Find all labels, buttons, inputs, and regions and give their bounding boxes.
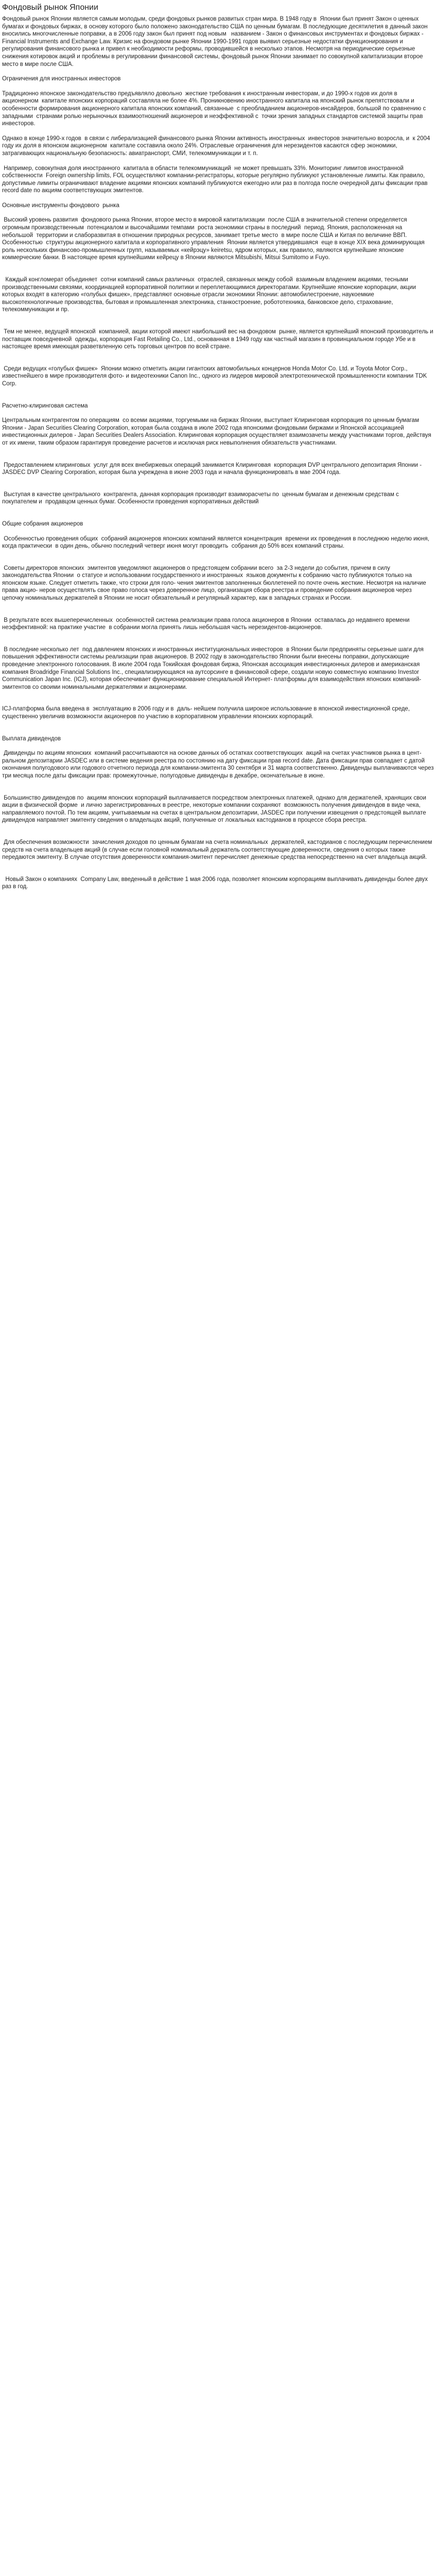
- paragraph: Например, совокупная доля иностранного капитала в области телекоммуникаций не может превышать 33%. Мониторинг лимитов иностранной собственности Foreign ownership limits, FOL осуществляют компании-регистраторы, которые регулярно публикуют установленные лимиты. Как правило, допустимые лимиты ограничивают владение акциями японских компаний публикуются ежегодно или раз в полгода после очередной даты фиксации прав record date по акциям соответствующих эмитентов.: [2, 165, 429, 194]
- section-heading-clearing-system: Расчетно-клиринговая система: [2, 402, 88, 409]
- spacer: [2, 632, 434, 646]
- paragraph: Тем не менее, ведущей японской компанией, акции которой имеют наибольший вес на фондовом рынке, является крупнейший японский производитель и поставщик повседневной одежды, корпорация Fast Retailing Co., Ltd., основанная в 1949 году как частный магазин в провинциальном городе Убе и в настоящее время имеющая разветвленную сеть торговых центров по всей стране.: [2, 329, 435, 350]
- spacer: [2, 477, 434, 491]
- section-heading-main-instruments: Основные инструменты фондового рынка: [2, 202, 119, 209]
- paragraph: Выступая в качестве центрального контрагента, данная корпорация производит взаиморасчеты по ценным бумагам и денежным средствам с покупателем и продавцом ценных бумаг. Особенности проведения корпоративных действий: [2, 491, 401, 505]
- spacer: [2, 314, 434, 328]
- spacer: [2, 410, 434, 417]
- section-heading-foreign-investor-restrictions: Ограничения для иностранных инвесторов: [2, 76, 121, 82]
- paragraph: Особенностью проведения общих собраний акционеров японских компаний является концентрация времени их проведения в последнюю неделю июня, когда практически в один день, обычно последний четверг июня могут проводить собрания до 50% всех компаний страны.: [2, 535, 431, 550]
- spacer: [2, 550, 434, 565]
- paragraph: Однако в конце 1990-х годов в связи с либерализацией финансового рынка Японии активность иностранных инвесторов значительно возросла, и к 2004 году их доля в японском акционерном капитале составила около 24%. Отраслевые ограничения для нерезидентов касаются сфер экономики, затрагивающих национальную безопасность: авиатранспорт, СМИ, телекоммуникации и т. п.: [2, 135, 432, 157]
- paragraph: В результате всех вышеперечисленных особенностей система реализации права голоса акционеров в Японии оставалась до недавнего времени неэффективной: на практике участие в собрании могла принять лишь небольшая часть нерезидентов-акционеров.: [2, 617, 411, 631]
- paragraph: Каждый конгломерат объединяет сотни компаний самых различных отраслей, связанных между собой взаимным владением акциями, тесными производственными связями, координацией корпоративной политики и переплетающимися директоратами. Крупнейшие японские корпорации, акции которых входят в категорию «голубых фишек», представляют основные отрасли экономики Японии: автомобилестроение, наукоемкие высокотехнологичные производства, бытовая и промышленная электроника, станкостроение, робототехника, банковское дело, страхование, телекоммуникации и пр.: [2, 277, 418, 313]
- spacer: [2, 780, 434, 794]
- paragraph: Предоставлением клиринговых услуг для всех внебиржевых операций занимается Клиринговая корпорация DVP центрального депозитария Японии -JASDEC DVP Clearing Corporation, которая была учреждена в июне 2003 года и начала функционировать в мае 2004 года.: [2, 462, 422, 476]
- spacer: [2, 209, 434, 216]
- paragraph: Советы директоров японских эмитентов уведомляют акционеров о предстоящем собрании всего за 2-3 недели до события, причем в силу законодательства Японии о статусе и использовании государственного и иностранных языков документы к собранию часто публикуются только на японском языке. Следует отметить также, что строки для голо- чения эмитентов заполненных бюллетеней по почте очень жесткие. Несмотря на наличие права акцио- неров осуществлять свое право голоса через доверенное лицо, организация сбора реестра и проведение собрания акционеров через цепочку номинальных держателей в Японии не носит обязательный и регулярный характер, как в западных странах и России.: [2, 565, 428, 602]
- spacer: [2, 447, 434, 462]
- document-page: [0, 0, 436, 891]
- paragraph: Высокий уровень развития фондового рынка Японии, второе место в мировой капитализации после США в значительной степени определяется огромным производственным потенциалом и высочайшими темпами роста экономики страны в последний период. Япония, расположенная на небольшой территории и слаборазвитая в отношении природных ресурсов, занимает третье место в мире после США и Китая по величине ВВП. Особенностью структуры акционерного капитала и корпоративного управления Японии является утвердившаяся еще в конце XIX века доминирующая роль нескольких финансово-промышленных групп, называемых «кейрэцу» keiretsu, ядром которых, как правило, являются крупнейшие японские коммерческие банки. В настоящее время крупнейшими кейрецу в Японии являются Mitsubishi, Mitsui Sumitomo и Fuyo.: [2, 217, 428, 261]
- spacer: [2, 824, 434, 839]
- spacer: [2, 388, 434, 402]
- paragraph: Дивиденды по акциям японских компаний рассчитываются на основе данных об остатках соответствующих акций на счетах участников рынка в цент- ральном депозитарии JASDEC или в системе ведения реестра по состоянию на дату фиксации прав record date. Дата фиксации прав совпадает с датой окончания полугодового или годового отчетного периода для компании-эмитента 30 сентября и 31 марта соответственно. Дивиденды выплачиваются через три месяца после даты фиксации прав: промежуточные, полугодовые дивиденды в декабре, окончательные в июне.: [2, 750, 435, 779]
- paragraph: ICJ-платформа была введена в эксплуатацию в 2006 году и в даль- нейшем получила широкое использование в японской инвестиционной среде, существенно увеличив возможности акционеров по участию в корпоративном управлении японских корпораций.: [2, 706, 412, 720]
- spacer: [2, 195, 434, 202]
- spacer: [2, 83, 434, 90]
- page-title: Фондовый рынок Японии: [2, 3, 98, 12]
- section-heading-shareholder-meetings: Общие собрания акционеров: [2, 520, 83, 527]
- spacer: [2, 602, 434, 617]
- spacer: [2, 158, 434, 165]
- spacer: [2, 691, 434, 705]
- spacer: [2, 528, 434, 535]
- paragraph: Большинство дивидендов по акциям японских корпораций выплачивается посредством электронных платежей, однако для держателей, хранящих свои акции в физической форме и лично зарегистрированных в реестре, некоторые компании сохраняют возможность получения дивидендов в виде чека, направляемого почтой. По тем акциям, учитываемым на счетах в центральном депозитарии, JASDEC при получении извещения о предстоящей выплате дивидендов направляет эмитенту сведения о владельцах акций, полученные от локальных кастодианов в процессе сбора реестра.: [2, 794, 428, 824]
- spacer: [2, 506, 434, 520]
- paragraph-closing: Новый Закон о компаниях Company Law, введенный в действие 1 мая 2006 года, позволяет японским корпорациям выплачивать дивиденды более двух раз в год.: [2, 876, 430, 890]
- spacer: [2, 742, 434, 750]
- paragraph-intro: Фондовый рынок Японии является самым молодым, среди фондовых рынков развитых стран мира. В 1948 году в Японии был принят Закон о ценных бумагах и фондовых биржах, в основу которого было положено законодательство США по ценным бумагам. В последующие десятилетия в данный закон вносились многочисленные поправки, а в 2006 году закон был принят под новым названием - Закон о финансовых инструментах и фондовых биржах - Financial Instruments and Exchange Law. Кризис на фондовом рынке Японии 1990-1991 годов выявил серьезные недостатки функционирования и регулирования финансового рынка и привел к необходимости реформы, проводившейся в несколько этапов. Несмотря на периодические серьезные снижения котировок акций и проблемы в регулировании финансовой системы, фондовый рынок Японии занимает по совокупной капитализации второе место в мире после США.: [2, 16, 429, 67]
- paragraph: В последние несколько лет под давлением японских и иностранных институциональных инвесторов в Японии были предприняты серьезные шаги для повышения эффективности системы реализации прав акционеров. В 2002 году в законодательство Японии были внесены поправки, допускающие проведение электронного голосования. В июле 2004 года Токийская фондовая биржа, Японская ассоциация инвестиционных дилеров и американская компания Broadridge Financial Solutions Inc., специализирующаяся на аутсорсинге в финансовой сфере, создали новую совместную компанию Investor Communication Japan Inc. (ICJ), которая обеспечивает функционирование специальной Интернет- платформы для взаимодействия японских компаний-эмитентов со своими номинальными держателями и акционерами.: [2, 646, 426, 690]
- section-heading-dividends: Выплата дивидендов: [2, 735, 61, 742]
- paragraph: Центральным контрагентом по операциям со всеми акциями, торгуемыми на биржах Японии, выступает Клиринговая корпорация по ценным бумагам Японии - Japan Securities Clearing Corporation, которая была создана в июле 2002 года японскими фондовыми биржами и Японской ассоциацией инвестиционных дилеров - Japan Securities Dealers Association. Клиринговая корпорация осуществляет взаимозачеты между участниками торгов, действуя от их имени, таким образом гарантируя проведение расчетов и исключая риск невыполнения обязательств участниками.: [2, 417, 433, 446]
- spacer: [2, 861, 434, 876]
- paragraph: Среди ведущих «голубых фишек» Японии можно отметить акции гигантских автомобильных концернов Honda Motor Co. Ltd. и Toyota Motor Corp., известнейшего в мире производителя фото- и видеотехники Canon Inc., одного из лидеров мировой электротехнической промышленности компании TDK Corp.: [2, 365, 429, 387]
- spacer: [2, 721, 434, 735]
- spacer: [2, 262, 434, 276]
- paragraph: Традиционно японское законодательство предъявляло довольно жесткие требования к иностранным инвесторам, и до 1990-х годов их доля в акционерном капитале японских корпораций составляла не более 4%. Проникновению иностранного капитала на японский рынок препятствовали и особенности формирования акционерного капитала японских компаний, связанные с преобладанием акционеров-инсайдеров, большой по сравнению с западными странами ролью нерыночных взаимоотношений акционеров и неэффективной с точки зрения западных стандартов системой защиты прав инвесторов.: [2, 90, 428, 127]
- spacer: [2, 351, 434, 365]
- paragraph: Для обеспечения возможности зачисления доходов по ценным бумагам на счета номинальных держателей, кастодианов с последующим перечислением средств на счета владельцев акций (в случае если головной номинальный держатель соответствующие доверенности, сведения о которых также передаются эмитенту. В случае отсутствия доверенности компания-эмитент перечисляет денежные средства непосредственно на счет владельца акций.: [2, 839, 434, 861]
- spacer: [2, 128, 434, 135]
- spacer: [2, 68, 434, 75]
